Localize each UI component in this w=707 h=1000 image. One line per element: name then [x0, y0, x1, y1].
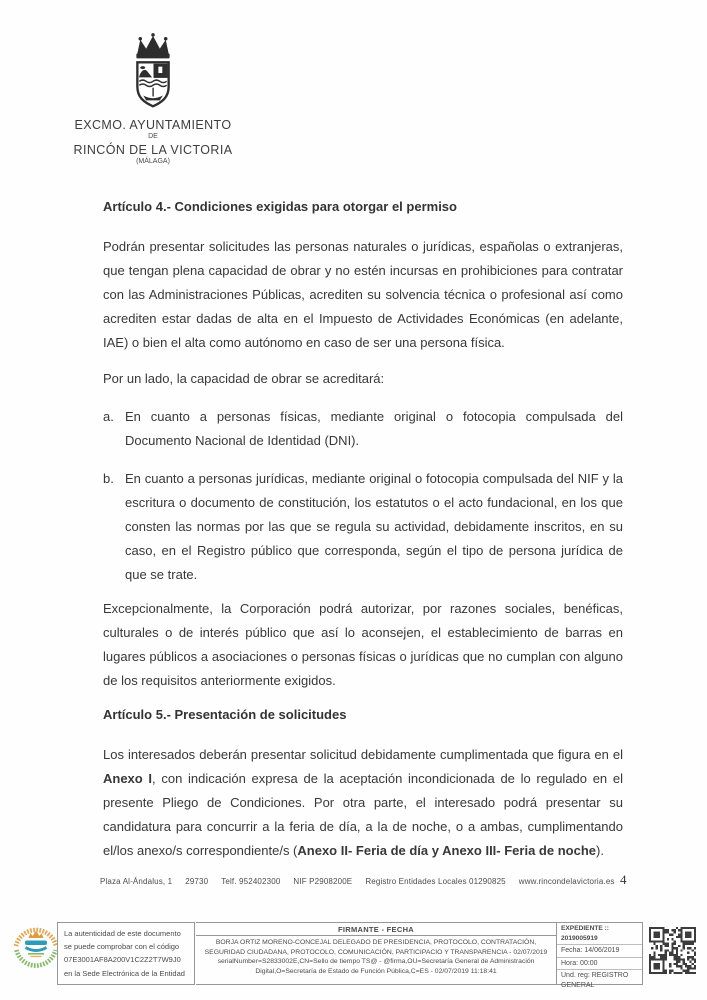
p4-text-3: ). — [595, 843, 604, 858]
list-marker-b: b. — [103, 471, 114, 486]
letterhead — [60, 30, 246, 166]
signer-box — [196, 922, 557, 985]
org-name-line3: RINCÓN DE LA VICTORIA — [73, 143, 233, 157]
p4-text-2: , con indicación expresa de la aceptación incondicionada de lo regulado en el presente Pliego de Condiciones. Por otra parte, el interesado podrá presentar su candidatura para concurrir a la feria de día, a la de noche, o a ambas, cumplimentando el/los anexo/s correspondiente/s ( — [103, 771, 623, 858]
footer-nif: NIF P2908200E — [293, 877, 353, 886]
article-4-heading: Artículo 4.- Condiciones exigidas para otorgar el permiso — [103, 199, 457, 214]
expediente-fecha: Fecha: 14/06/2019 — [557, 945, 642, 958]
p4-bold-anexo-i: Anexo I — [103, 771, 153, 786]
list-text-b: En cuanto a personas jurídicas, mediante original o fotocopia compulsada del NIF y la escritura o documento de constitución, los estatutos o el acto fundacional, en los que consten las normas por las que se regula su actividad, debidamente inscritos, en su caso, en el Registro público que corresponda, según el tipo de persona jurídica de que se trate. — [125, 471, 623, 582]
verification-code: 07E3001AF8A200V1C2Z2T7W9J0 — [64, 955, 181, 965]
paragraph-excepcionalmente: Excepcionalmente, la Corporación podrá autorizar, por razones sociales, benéficas, culturales o de interés público que así lo aconsejen, el establecimiento de barras en lugares públicos a asociaciones o personas físicas o jurídicas que no cumplan con alguno de los requisitos anteriormente exigidos. — [103, 601, 623, 688]
expediente-hora: Hora: 00:00 — [557, 958, 642, 971]
footer-address: Plaza Al-Ándalus, 1 — [100, 877, 173, 886]
authenticity-line-1: La autenticidad de este documento — [64, 929, 181, 938]
expediente-box — [556, 922, 643, 989]
signer-detail-2: serialNumber=S2833002E,CN=Sello de tiempo TS@ - @firma,OU=Secretaría General de Administración Digital,O=Secretaría de Estado de Función Pública,C=ES - 02/07/2019 11:18:41 — [217, 958, 535, 975]
footer-postal-code: 29730 — [185, 877, 209, 886]
expediente-unidad: Und. reg: REGISTRO GENERAL — [561, 972, 629, 989]
footer-info-line — [100, 877, 615, 886]
electronic-seal-icon — [9, 920, 63, 976]
footer-phone: Telf. 952402300 — [221, 877, 281, 886]
p4-bold-anexos: Anexo II- Feria de día y Anexo III- Feria de noche — [297, 843, 596, 858]
org-name-line2: DE — [148, 133, 158, 140]
footer-registry: Registro Entidades Locales 01290825 — [365, 877, 506, 886]
list-marker-a: a. — [103, 409, 114, 424]
expediente-number: EXPEDIENTE :: 2019005919 — [557, 923, 642, 945]
footer-website: www.rincondelavictoria.es — [518, 877, 615, 886]
list-text-a: En cuanto a personas físicas, mediante original o fotocopia compulsada del Documento Nacional de Identidad (DNI). — [125, 409, 623, 448]
page-number: 4 — [620, 872, 627, 887]
article-5-heading: Artículo 5.- Presentación de solicitudes — [103, 707, 347, 722]
paragraph-capacidad: Podrán presentar solicitudes las personas naturales o jurídicas, españolas o extranjeras, que tengan plena capacidad de obrar y no estén incursas en prohibiciones para contratar con las Administraciones Públicas, acrediten su solvencia técnica o profesional así como acrediten estar dadas de alta en el Impuesto de Actividades Económicas (en adelante, IAE) o bien el alta como autónomo en caso de ser una persona física. — [103, 239, 623, 350]
authenticity-line-3: en la Sede Electrónica de la Entidad — [64, 968, 185, 978]
list-item-b — [103, 467, 623, 587]
qr-code — [649, 927, 696, 974]
signer-detail-1: BORJA ORTIZ MORENO-CONCEJAL DELEGADO DE PRESIDENCIA, PROTOCOLO, CONTRATACIÓN, SEGURIDAD CIUDADANA, PROTOCOLO, COMUNICACIÓN, PARTICIPACIO Y TRANSPARENCIA - 02/07/2019 — [204, 939, 548, 956]
list-item-a — [103, 405, 623, 453]
org-name-line1: EXCMO. AYUNTAMIENTO — [74, 118, 232, 132]
document-body — [103, 195, 623, 863]
signer-header: FIRMANTE - FECHA — [196, 923, 556, 936]
p4-text-1: Los interesados deberán presentar solicitud debidamente cumplimentada que figura en el — [103, 747, 623, 762]
coat-of-arms-icon — [60, 30, 246, 118]
authenticity-line-2: se puede comprobar con el código — [64, 942, 180, 952]
org-name-line4: (MÁLAGA) — [136, 158, 170, 165]
authenticity-box — [57, 922, 195, 985]
paragraph-interesados — [103, 743, 623, 863]
paragraph-por-un-lado: Por un lado, la capacidad de obrar se acreditará: — [103, 371, 385, 386]
